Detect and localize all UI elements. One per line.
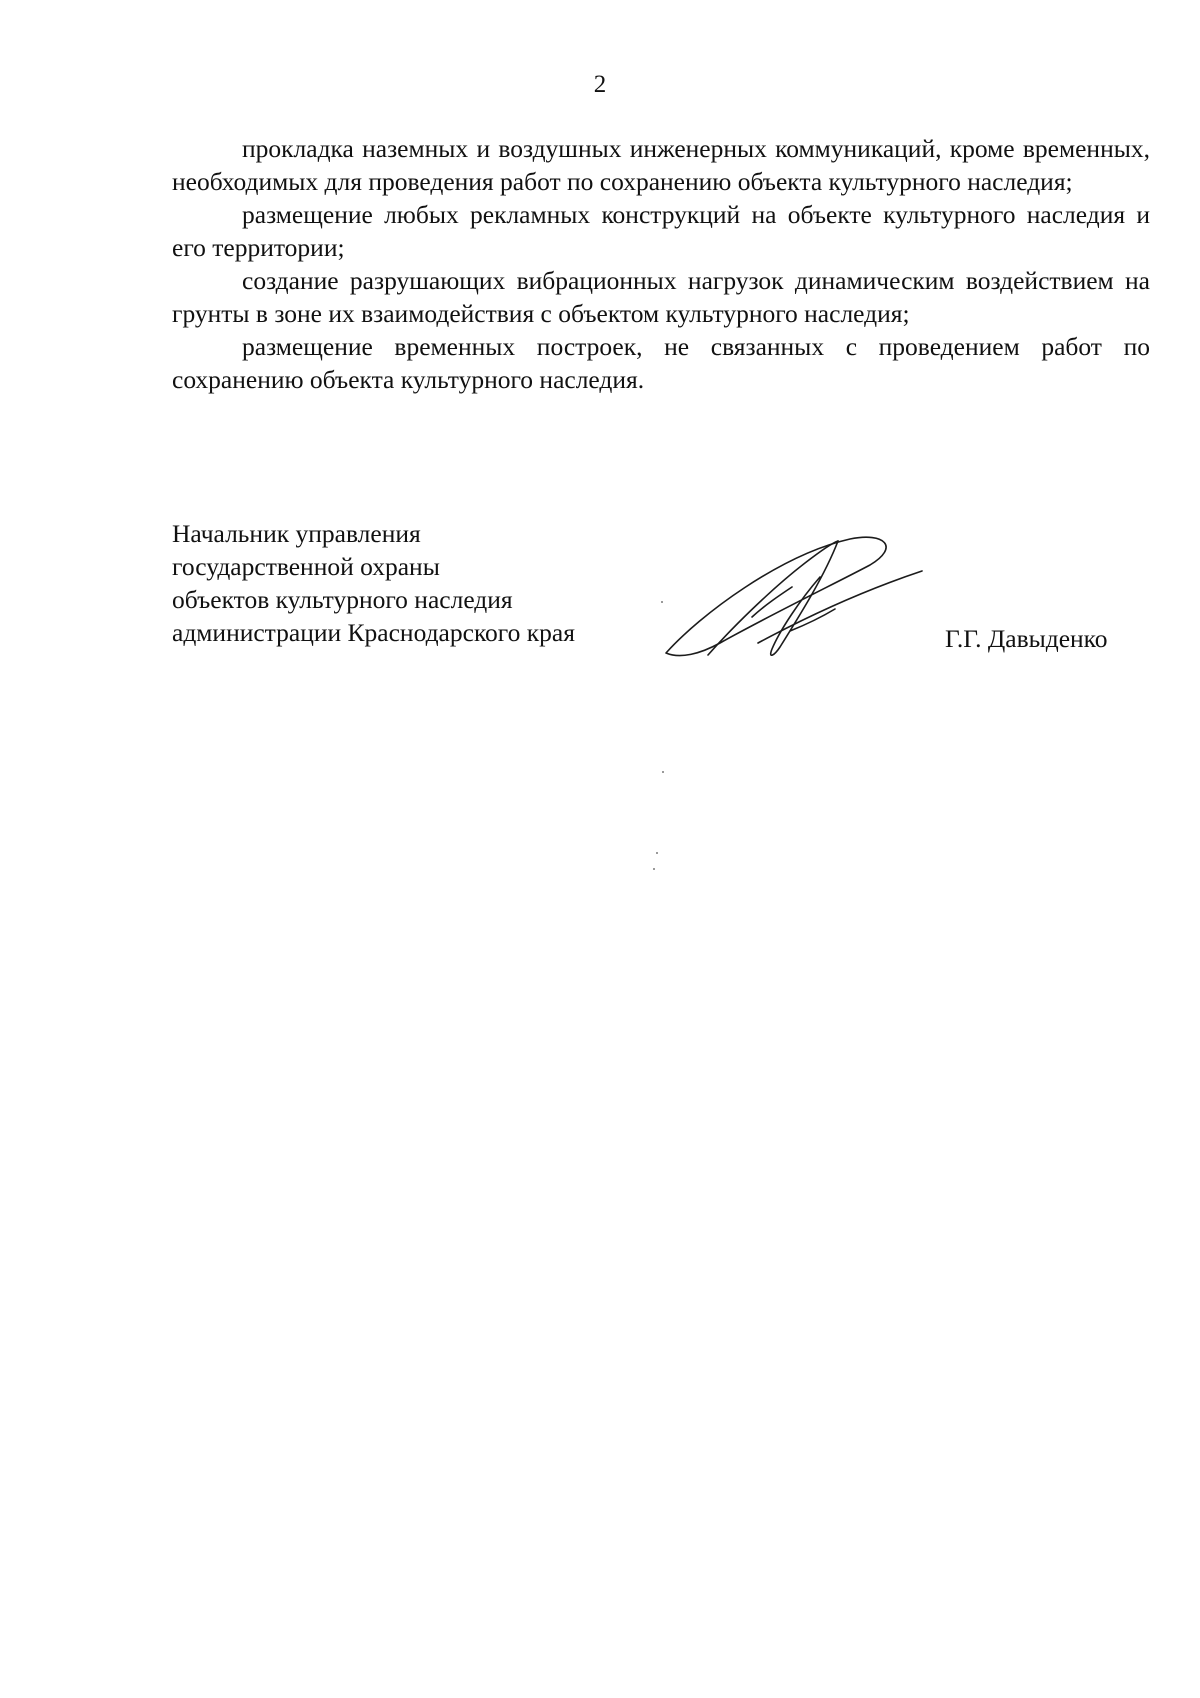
paragraph: размещение любых рекламных конструкций на объекте культурного наследия и его территории; bbox=[172, 200, 1150, 262]
paragraph: прокладка наземных и воздушных инженерных коммуникаций, кроме временных, необходимых для проведения работ по сохранению объекта культурного наследия; bbox=[172, 134, 1150, 196]
signer-position-line: государственной охраны bbox=[172, 552, 440, 581]
paragraph: размещение временных построек, не связанных с проведением работ по сохранению объекта культурного наследия. bbox=[172, 332, 1150, 394]
signer-position-line: объектов культурного наследия bbox=[172, 585, 513, 614]
scan-artifact bbox=[662, 771, 664, 773]
scan-artifact bbox=[661, 601, 663, 603]
scan-artifact bbox=[656, 852, 658, 854]
signer-position-line: администрации Краснодарского края bbox=[172, 618, 575, 647]
scan-artifact bbox=[653, 868, 655, 870]
handwritten-signature-icon bbox=[660, 535, 925, 665]
paragraph: создание разрушающих вибрационных нагрузок динамическим воздействием на грунты в зоне их взаимодействия с объектом культурного наследия; bbox=[172, 266, 1150, 328]
document-body bbox=[172, 132, 1150, 396]
signer-position bbox=[172, 517, 575, 649]
signer-name: Г.Г. Давыденко bbox=[945, 624, 1108, 653]
signer-position-line: Начальник управления bbox=[172, 519, 421, 548]
page-number: 2 bbox=[593, 71, 607, 98]
